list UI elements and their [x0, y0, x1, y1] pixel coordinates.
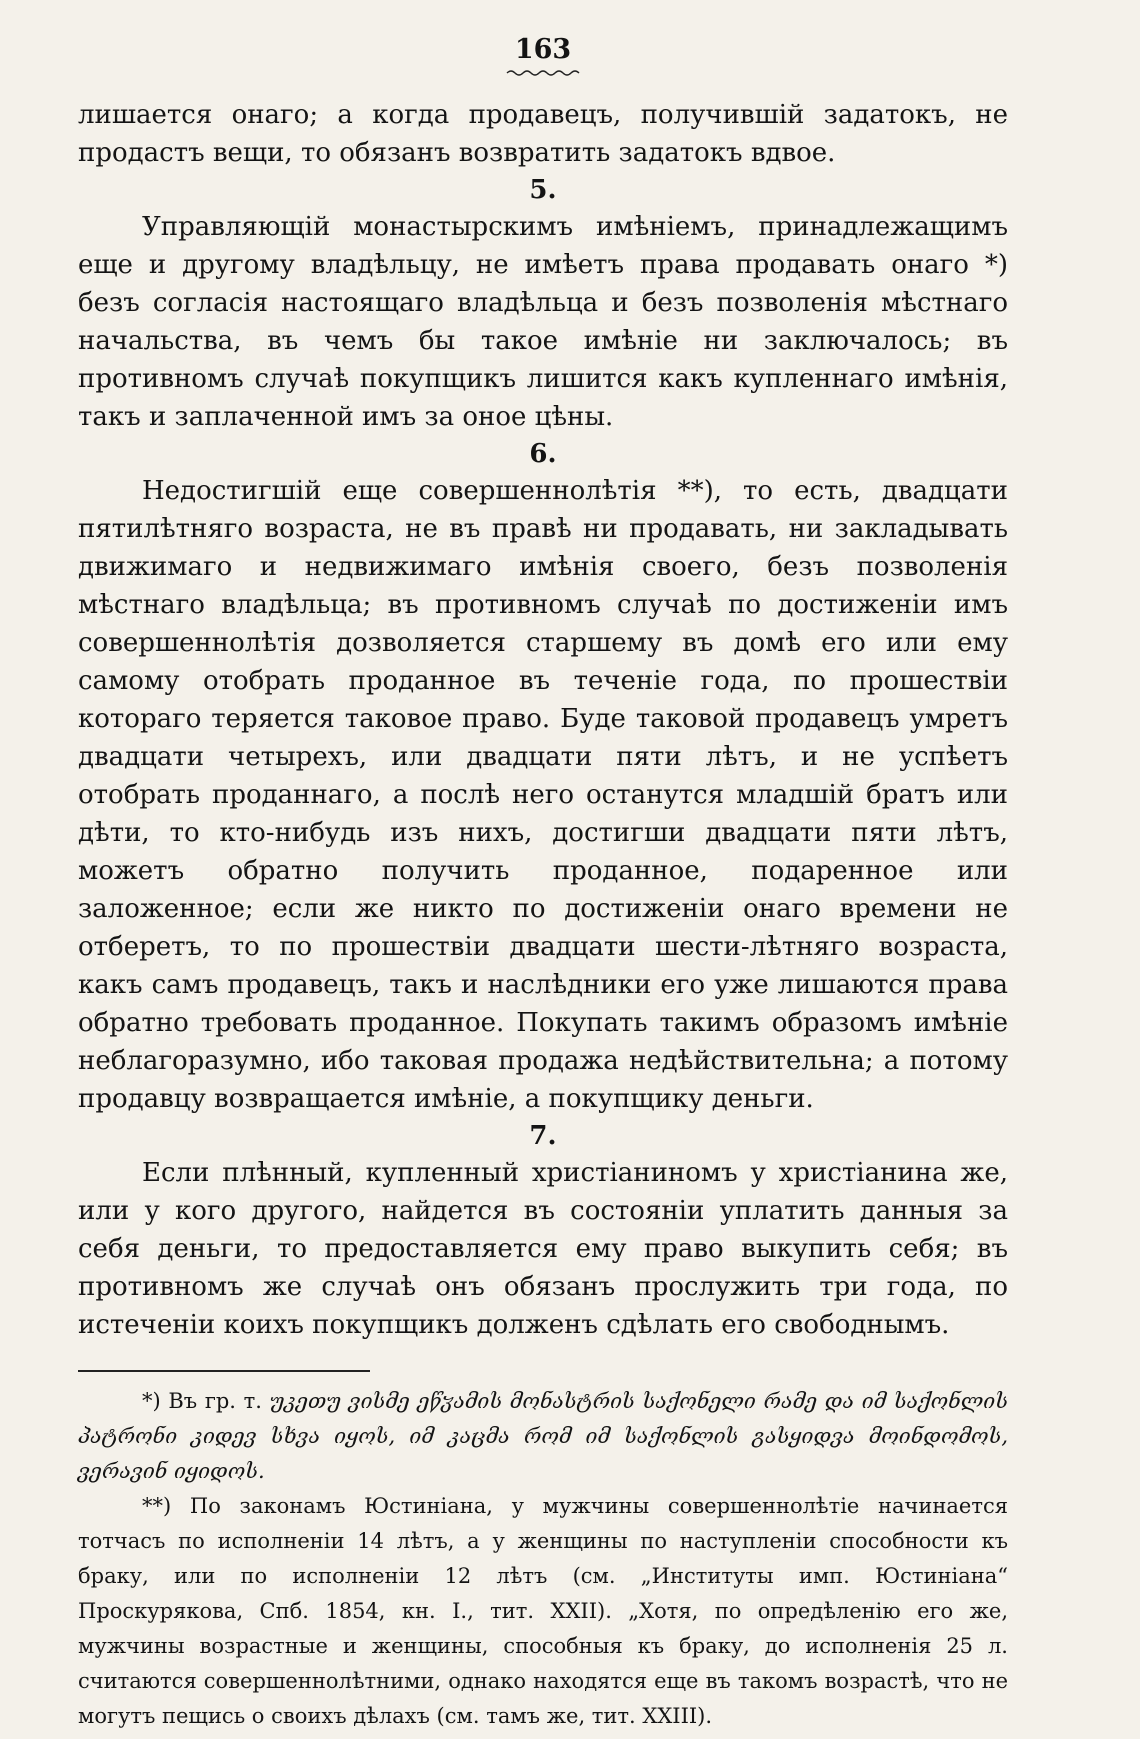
footnote-divider — [78, 1370, 370, 1372]
footnote-2 — [78, 1489, 1008, 1734]
section-6-text: Недостигшiй еще совершеннолѣтiя **), то есть, двадцати пятилѣтняго возраста, не въ правѣ ни продавать, ни закладывать движимаго и недвижимаго имѣнiя своего, безъ позволенiя мѣстнаго владѣльца; въ противномъ случаѣ по достиженiи имъ совершеннолѣтiя дозволяется старшему въ домѣ его или ему самому отобрать проданное въ теченiе года, по прошествiи котораго теряется таковое право. Буде таковой продавецъ умретъ двадцати четырехъ, или двадцати пяти лѣтъ, и не успѣетъ отобрать проданнаго, а послѣ него останутся младшiй братъ или дѣти, то кто-нибудь изъ нихъ, достигши двадцати пяти лѣтъ, можетъ обратно получить проданное, подаренное или заложенное; если же никто по достиженiи онаго времени не отберетъ, то по прошествiи двадцати шести-лѣтняго возраста, какъ самъ продавецъ, такъ и наслѣдники его уже лишаются права обратно требовать проданное. Покупать такимъ образомъ имѣнiе неблагоразумно, ибо таковая продажа недѣйствительна; а потому продавцу возвращается имѣнiе, а покупщику деньги. — [78, 476, 1008, 1114]
document-page — [78, 36, 1008, 1734]
footnote-2-marker: **) — [142, 1494, 172, 1518]
section-7-number: 7. — [529, 1121, 557, 1151]
section-6-number: 6. — [529, 439, 557, 469]
section-5-text: Управляющiй монастырскимъ имѣнiемъ, принадлежащимъ еще и другому владѣльцу, не имѣетъ права продавать онаго *) безъ согласiя настоящаго владѣльца и безъ позволенiя мѣстнаго начальства, въ чемъ бы такое имѣнiе ни заключалось; въ противномъ случаѣ покупщикъ лишится какъ купленнаго имѣнiя, такъ и заплаченной имъ за оное цѣны. — [78, 212, 1008, 432]
footnote-2-text: По законамъ Юстинiана, у мужчины совершеннолѣтiе начинается тотчасъ по исполненiи 14 лѣтъ, а у женщины по наступленiи способности къ браку, или по исполненiи 12 лѣтъ (см. „Институты имп. Юстинiана“ Проскурякова, Спб. 1854, кн. I., тит. XXII). „Хотя, по опредѣленiю его же, мужчины возрастные и женщины, способныя къ браку, до исполненiя 25 л. считаются совершеннолѣтними, однако находятся еще въ такомъ возрастѣ, что не могутъ пещись о своихъ дѣлахъ (см. тамъ же, тит. XXIII). — [78, 1494, 1008, 1728]
page-number-ornament — [505, 69, 581, 76]
footnote-1-marker: *) Въ гр. т. — [142, 1389, 262, 1413]
footnote-1 — [78, 1384, 1008, 1489]
page-number: 163 — [514, 34, 572, 65]
footnote-1-georgian-text: უკეთუ ვისმე ეწჳამის მონასტრის საქონელი რამე და იმ საქონლის პატრონი კიდევ სხვა იყოს, იმ კაცმა რომ იმ საქონლის გასყიდვა მოინდომოს, ვერავინ იყიდოს. — [78, 1389, 1008, 1483]
section-continuation-text: лишается онаго; а когда продавецъ, получившiй задатокъ, не продастъ вещи, то обязанъ возвратить задатокъ вдвое. — [78, 100, 1008, 168]
section-5-number: 5. — [529, 175, 557, 205]
section-7-text: Если плѣнный, купленный христiаниномъ у христiанина же, или у кого другого, найдется въ состоянiи уплатить данныя за себя деньги, то предоставляется ему право выкупить себя; въ противномъ же случаѣ онъ обязанъ прослужить три года, по истеченiи коихъ покупщикъ долженъ сдѣлать его свободнымъ. — [78, 1158, 1008, 1340]
